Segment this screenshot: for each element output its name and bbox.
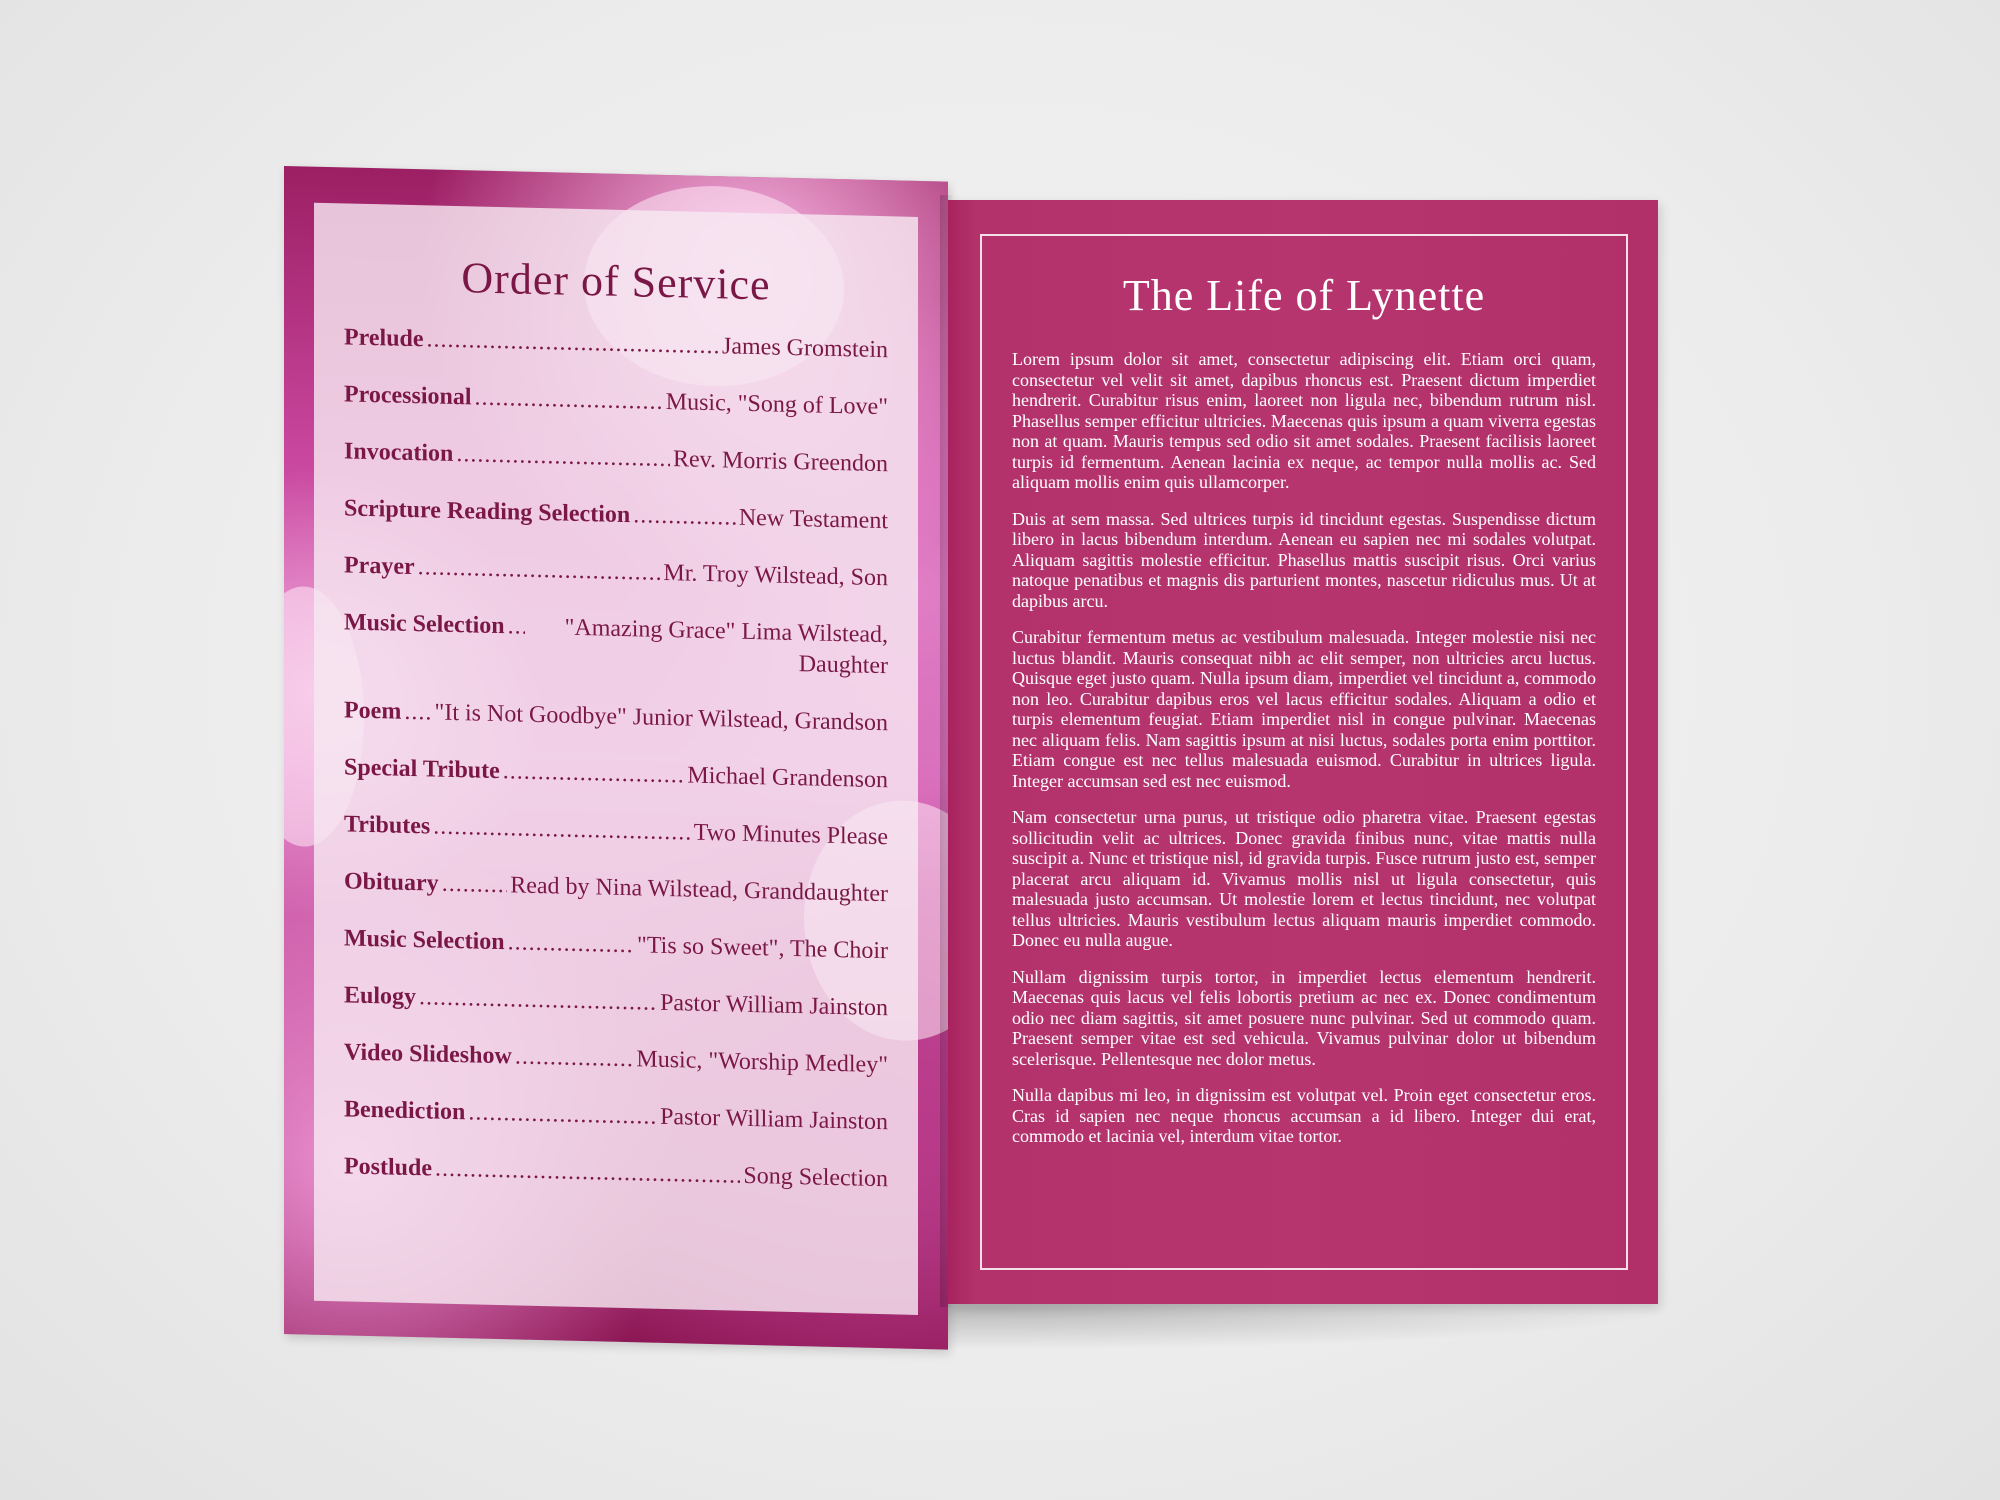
service-item: [344, 550, 888, 594]
service-item-label: Tributes: [344, 811, 431, 840]
service-item-detail: James Gromstein: [722, 333, 888, 364]
service-item-detail: Music, "Worship Medley": [636, 1046, 888, 1079]
service-item-label: Special Tribute: [344, 754, 500, 785]
leader-dots: [633, 500, 736, 533]
service-item-detail: Two Minutes Please: [693, 819, 888, 851]
leader-dots: [508, 927, 634, 961]
service-item: [344, 923, 888, 967]
life-story-frame: [980, 234, 1628, 1270]
service-item: [344, 1151, 888, 1195]
service-item-detail: Mr. Troy Wilstead, Son: [663, 559, 888, 592]
leader-dots: [442, 869, 508, 902]
service-item-detail: Song Selection: [743, 1162, 888, 1193]
service-item-detail: Read by Nina Wilstead, Granddaughter: [510, 872, 888, 908]
service-item-label: Music Selection: [344, 609, 505, 640]
leader-dots: [433, 812, 690, 849]
service-item: [344, 607, 888, 682]
service-item: [344, 980, 888, 1024]
service-item-label: Prelude: [344, 324, 424, 353]
leader-dots: [419, 982, 657, 1019]
leader-dots: [404, 697, 431, 729]
service-item-label: Video Slideshow: [344, 1039, 512, 1070]
service-item-label: Poem: [344, 697, 402, 725]
service-item-detail: Rev. Morris Greendon: [672, 446, 888, 478]
service-item: [344, 1037, 888, 1081]
service-item-detail: Pastor William Jainston: [660, 1103, 888, 1136]
order-of-service-title: Order of Service: [461, 253, 771, 310]
service-item: [344, 1094, 888, 1138]
life-story-paragraph: Nam consectetur urna purus, ut tristique odio pharetra vitae. Praesent egestas sollicitudin velit ac ultrices. Donec gravida finibus nunc, vitae mattis nulla suscipit a. Nunc et tristique nisl, id gravida turpis. Fusce rutrum justo est, semper placerat arcu aliquam id. Vivamus mollis nisl ut ligula consectetur, quis malesuada justo accumsan. Ut molestie lorem et lectus tincidunt, nec volutpat tellus ultricies. Mauris vestibulum lectus aliquam mauris imperdiet commodo. Donec eu nulla augue.: [1012, 807, 1596, 950]
service-item: [344, 695, 888, 739]
service-item-label: Obituary: [344, 868, 439, 897]
service-list: [344, 322, 888, 1195]
leader-dots: [503, 756, 685, 791]
life-story-paragraph: Lorem ipsum dolor sit amet, consectetur adipiscing elit. Etiam orci quam, consectetur vel velit sit amet, dapibus rhoncus est. Praesent dictum imperdiet hendrerit. Curabitur risus enim, laoreet non ligula nec, bibendum rutrum nisl. Phasellus semper efficitur ultricies. Maecenas quis ipsum a quam viverra egestas non at quam. Mauris tempus sed odio sit amet sodales. Praesent facilisis laoreet turpis id fermentum. Aenean lacinia ex neque, ac tempor nulla mollis ac. Sed aliquam mollis enim quis ullamcorper.: [1012, 349, 1596, 492]
service-item: [344, 866, 888, 910]
leader-dots: [456, 439, 670, 475]
leader-dots: [435, 1154, 740, 1192]
service-item-label: Processional: [344, 381, 472, 411]
leader-dots: [468, 1097, 657, 1132]
service-item: [344, 322, 888, 366]
order-of-service-card: [314, 203, 918, 1315]
life-story-body: [1012, 349, 1596, 1147]
life-story-page: [948, 200, 1658, 1304]
service-item-detail: Music, "Song of Love": [665, 388, 888, 421]
service-item: [344, 493, 888, 537]
order-of-service-page: [284, 166, 948, 1350]
service-item-label: Scripture Reading Selection: [344, 495, 631, 529]
service-item: [344, 752, 888, 796]
life-story-paragraph: Nulla dapibus mi leo, in dignissim est volutpat vel. Proin eget consectetur eros. Cras id sapien nec neque rhoncus accumsan a id libero. Integer dui erat, commodo et lacinia vel, interdum vitae tortor.: [1012, 1085, 1596, 1146]
service-item-detail: Michael Grandenson: [687, 762, 888, 794]
service-item-detail: "It is Not Goodbye" Junior Wilstead, Grandson: [434, 699, 888, 737]
service-item-label: Eulogy: [344, 982, 417, 1011]
life-story-paragraph: Curabitur fermentum metus ac vestibulum malesuada. Integer molestie nisi nec luctus blandit. Mauris consequat nibh ac elit semper, non ultricies arcu luctus. Quisque eget justo quam. Nulla ipsum diam, imperdiet vel tincidunt a, commodo non leo. Curabitur dapibus eros vel lacus efficitur sodales. Aliquam a odio et turpis elementum feugiat. Etiam imperdiet nisl in congue pulvinar. Maecenas nec aliquam felis. Nam sagittis ipsum at nisi luctus, sodales porta enim porttitor. Etiam congue est nec tellus malesuada euismod. Curabitur in ultrices ligula. Integer accumsan sed est nec euismod.: [1012, 627, 1596, 791]
service-item-detail: "Amazing Grace" Lima Wilstead, Daughter: [564, 614, 888, 680]
leader-dots: [508, 611, 525, 642]
service-item-label: Music Selection: [344, 925, 505, 956]
service-item-label: Postlude: [344, 1153, 433, 1182]
service-item-detail: "Tis so Sweet", The Choir: [637, 932, 888, 965]
service-item-detail: New Testament: [738, 504, 888, 535]
leader-dots: [475, 382, 663, 417]
service-item: [344, 809, 888, 853]
life-story-title: The Life of Lynette: [1122, 271, 1486, 320]
service-item-label: Invocation: [344, 438, 454, 467]
service-item-detail: Pastor William Jainston: [660, 989, 888, 1022]
service-item: [344, 436, 888, 480]
life-story-paragraph: Nullam dignissim turpis tortor, in imperdiet lectus elementum hendrerit. Maecenas quis lacus vel felis lobortis pretium ac nec ex. Donec condimentum odio nec diam sagittis, sit amet posuere nunc pulvinar. Sed ut commodo quam. Praesent semper vitae est sed vehicula. Vivamus pulvinar dolor ut bibendum scelerisque. Pellentesque nec dolor metus.: [1012, 966, 1596, 1069]
life-story-paragraph: Duis at sem massa. Sed ultrices turpis id tincidunt egestas. Suspendisse dictum libero in lacus bibendum interdum. Aenean eu sapien nec mi sodales volutpat. Aliquam sagittis molestie efficitur. Phasellus mattis suscipit risus. Orci varius natoque penatibus et magnis dis parturient montes, nascetur ridiculus mus. Ut at dapibus arcu.: [1012, 508, 1596, 611]
leader-dots: [515, 1041, 634, 1075]
service-item-label: Benediction: [344, 1096, 466, 1126]
leader-dots: [418, 552, 661, 589]
service-item-label: Prayer: [344, 552, 415, 581]
service-item: [344, 379, 888, 423]
leader-dots: [427, 324, 719, 362]
